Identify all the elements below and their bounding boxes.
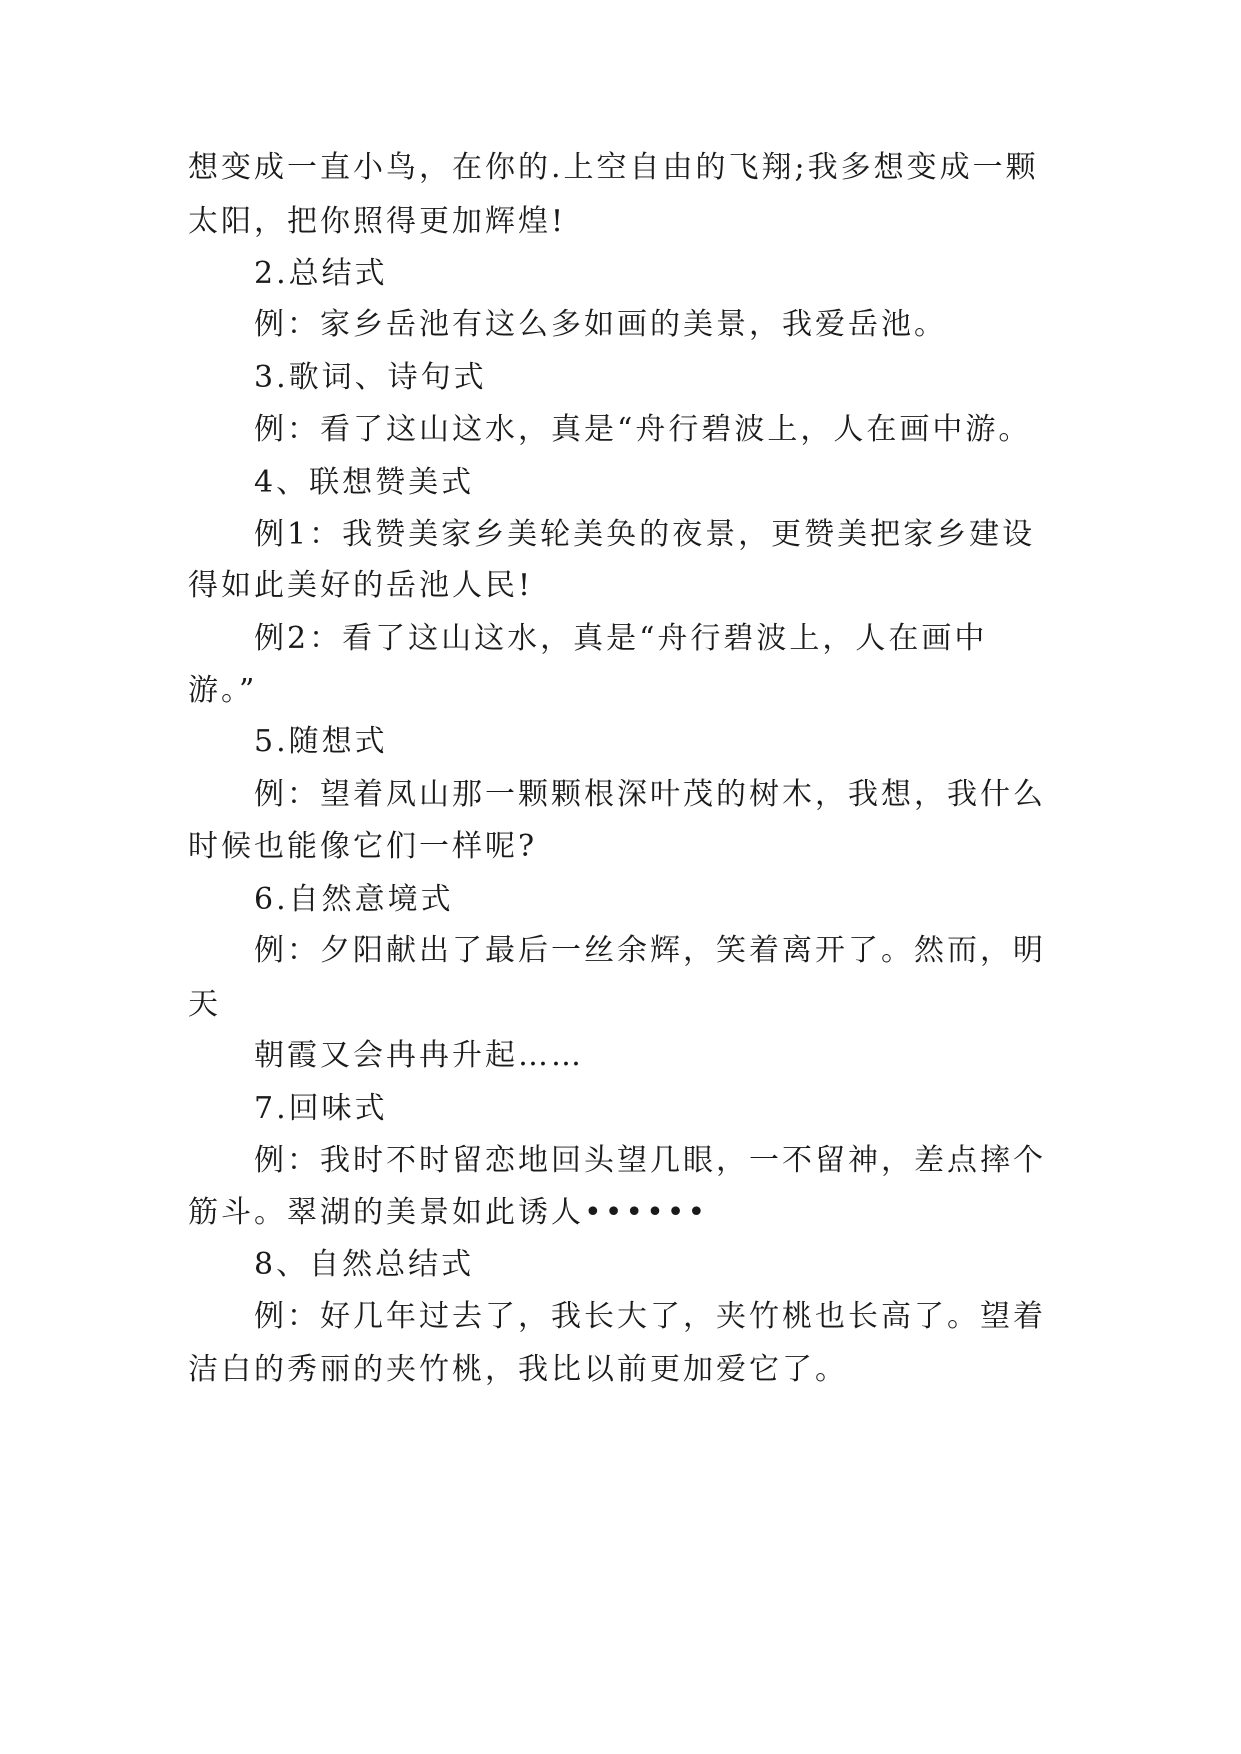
section-heading: 5.随想式 xyxy=(254,724,388,759)
section-heading: 3.歌词、诗句式 xyxy=(254,360,487,395)
example-line: 例：望着凤山那一颗颗根深叶茂的树木，我想，我什么 xyxy=(254,777,1046,812)
example-line: 例2：看了这山这水，真是“舟行碧波上，人在画中 xyxy=(254,621,988,656)
text-line: 朝霞又会冉冉升起…… xyxy=(254,1038,584,1073)
example-line: 例：家乡岳池有这么多如画的美景，我爱岳池。 xyxy=(254,307,947,342)
text-line: 得如此美好的岳池人民! xyxy=(188,568,534,603)
example-line: 例1：我赞美家乡美轮美奂的夜景，更赞美把家乡建设 xyxy=(254,517,1036,552)
text-line: 天 xyxy=(188,987,221,1022)
text-line: 洁白的秀丽的夹竹桃，我比以前更加爱它了。 xyxy=(188,1352,848,1387)
section-heading: 2.总结式 xyxy=(254,256,388,291)
section-heading: 4、联想赞美式 xyxy=(254,465,475,500)
example-line: 例：看了这山这水，真是“舟行碧波上，人在画中游。 xyxy=(254,412,1032,447)
section-heading: 6.自然意境式 xyxy=(254,882,454,917)
example-line: 例：我时不时留恋地回头望几眼，一不留神，差点摔个 xyxy=(254,1143,1046,1178)
example-line: 例：夕阳献出了最后一丝余辉，笑着离开了。然而，明 xyxy=(254,933,1046,968)
section-heading: 7.回味式 xyxy=(254,1091,388,1126)
text-line: 游。” xyxy=(188,673,258,708)
text-line: 想变成一直小鸟，在你的.上空自由的飞翔;我多想变成一颗 xyxy=(188,150,1039,185)
text-line: 太阳，把你照得更加辉煌! xyxy=(188,204,567,239)
section-heading: 8、自然总结式 xyxy=(254,1247,475,1282)
text-line: 筋斗。翠湖的美景如此诱人•••••• xyxy=(188,1195,709,1230)
example-line: 例：好几年过去了，我长大了，夹竹桃也长高了。望着 xyxy=(254,1299,1046,1334)
text-line: 时候也能像它们一样呢? xyxy=(188,829,538,864)
